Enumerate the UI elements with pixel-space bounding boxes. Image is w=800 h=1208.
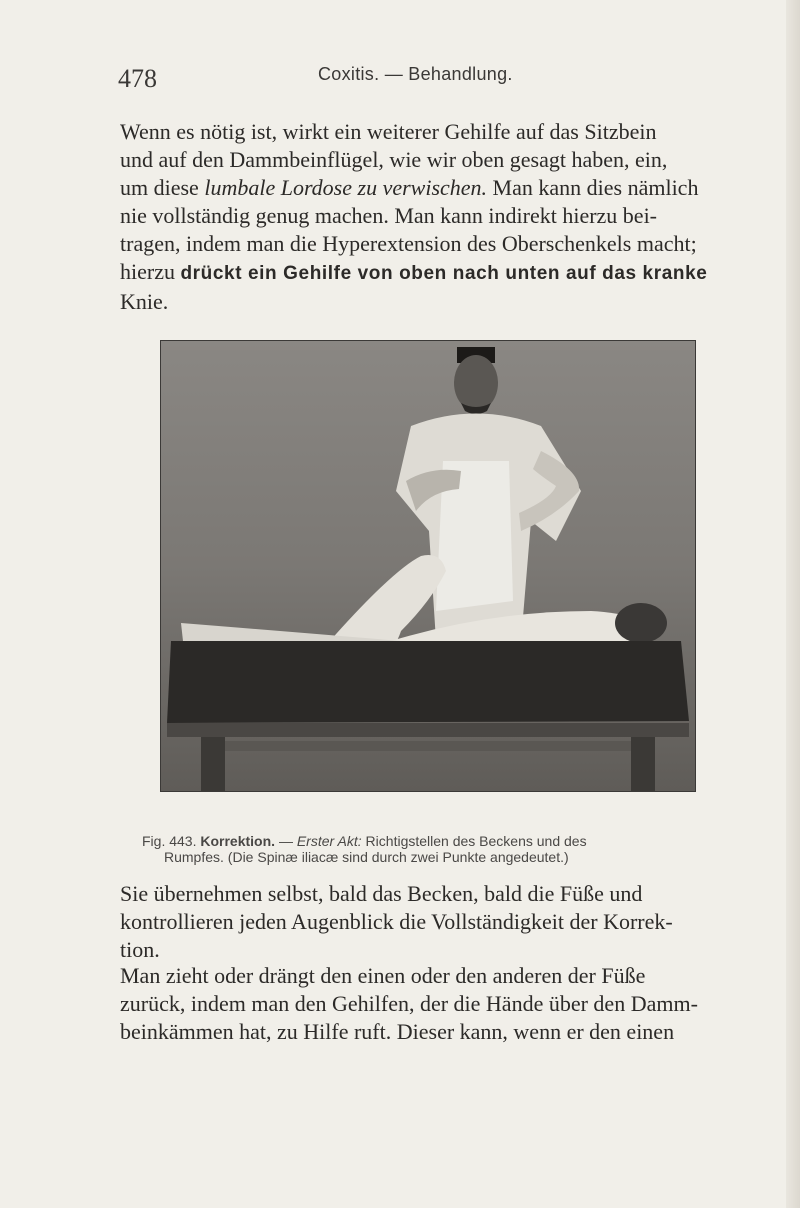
page-edge <box>786 0 800 1208</box>
paragraph-1-line-5: tragen, indem man die Hyperextension des Oberschenkels macht; <box>120 231 697 256</box>
paragraph-1-line-1: Wenn es nötig ist, wirkt ein weiterer Gehilfe auf das Sitzbein <box>120 119 657 144</box>
table-leg-left <box>201 737 225 791</box>
table-top <box>167 641 689 723</box>
caption-dash: — <box>275 833 297 849</box>
emphasis-lumbale-lordose: lumbale Lordose zu verwischen. <box>204 175 488 200</box>
paragraph-1-line-3 <box>120 174 702 202</box>
paragraph-1-line-6 <box>120 258 708 288</box>
caption-line-1 <box>142 833 722 849</box>
paragraph-3 <box>120 962 702 1046</box>
figure-caption <box>142 833 722 865</box>
paragraph-2 <box>120 880 702 964</box>
paragraph-2-line-1: Sie übernehmen selbst, bald das Becken, bald die Füße und <box>120 881 643 906</box>
caption-line-2: Rumpfes. (Die Spinæ iliacæ sind durch zwei Punkte angedeutet.) <box>164 849 569 865</box>
patient-head <box>615 603 667 643</box>
figure-photograph <box>160 340 696 792</box>
paragraph-1-line-6-pre: hierzu <box>120 259 181 284</box>
paragraph-2-line-3: tion. <box>120 937 160 962</box>
paragraph-1-line-4: nie vollständig genug machen. Man kann indirekt hierzu bei- <box>120 203 658 228</box>
paragraph-1-line-2: und auf den Dammbeinflügel, wie wir oben gesagt haben, ein, <box>120 147 668 172</box>
caption-emphasis: Erster Akt: <box>296 833 362 849</box>
caption-label: Fig. 443. <box>142 833 197 849</box>
paragraph-2-line-2: kontrollieren jeden Augenblick die Vollständigkeit der Korrek- <box>120 909 673 934</box>
paragraph-3-line-2: zurück, indem man den Gehilfen, der die Hände über den Damm- <box>120 991 698 1016</box>
paragraph-1-line-3-post: Man kann dies nämlich <box>487 175 699 200</box>
paragraph-1 <box>120 118 708 316</box>
paragraph-3-line-1: Man zieht oder drängt den einen oder den anderen der Füße <box>120 963 646 988</box>
table-leg-right <box>631 737 655 791</box>
paragraph-3-line-3: beinkämmen hat, zu Hilfe ruft. Dieser kann, wenn er den einen <box>120 1019 675 1044</box>
table-rail <box>225 741 631 751</box>
bold-instruction: drückt ein Gehilfe von oben nach unten auf das kranke <box>180 263 708 284</box>
table-edge <box>167 723 689 737</box>
caption-title: Korrektion. <box>200 833 276 849</box>
running-head: Coxitis. — Behandlung. <box>318 64 513 84</box>
caption-line-1-rest: Richtigstellen des Beckens und des <box>361 833 587 849</box>
page-number: 478 <box>118 64 157 93</box>
assistant-head <box>454 355 498 411</box>
photograph-illustration <box>161 341 695 791</box>
paragraph-1-line-7: Knie. <box>120 289 169 314</box>
paragraph-1-line-3-pre: um diese <box>120 175 205 200</box>
